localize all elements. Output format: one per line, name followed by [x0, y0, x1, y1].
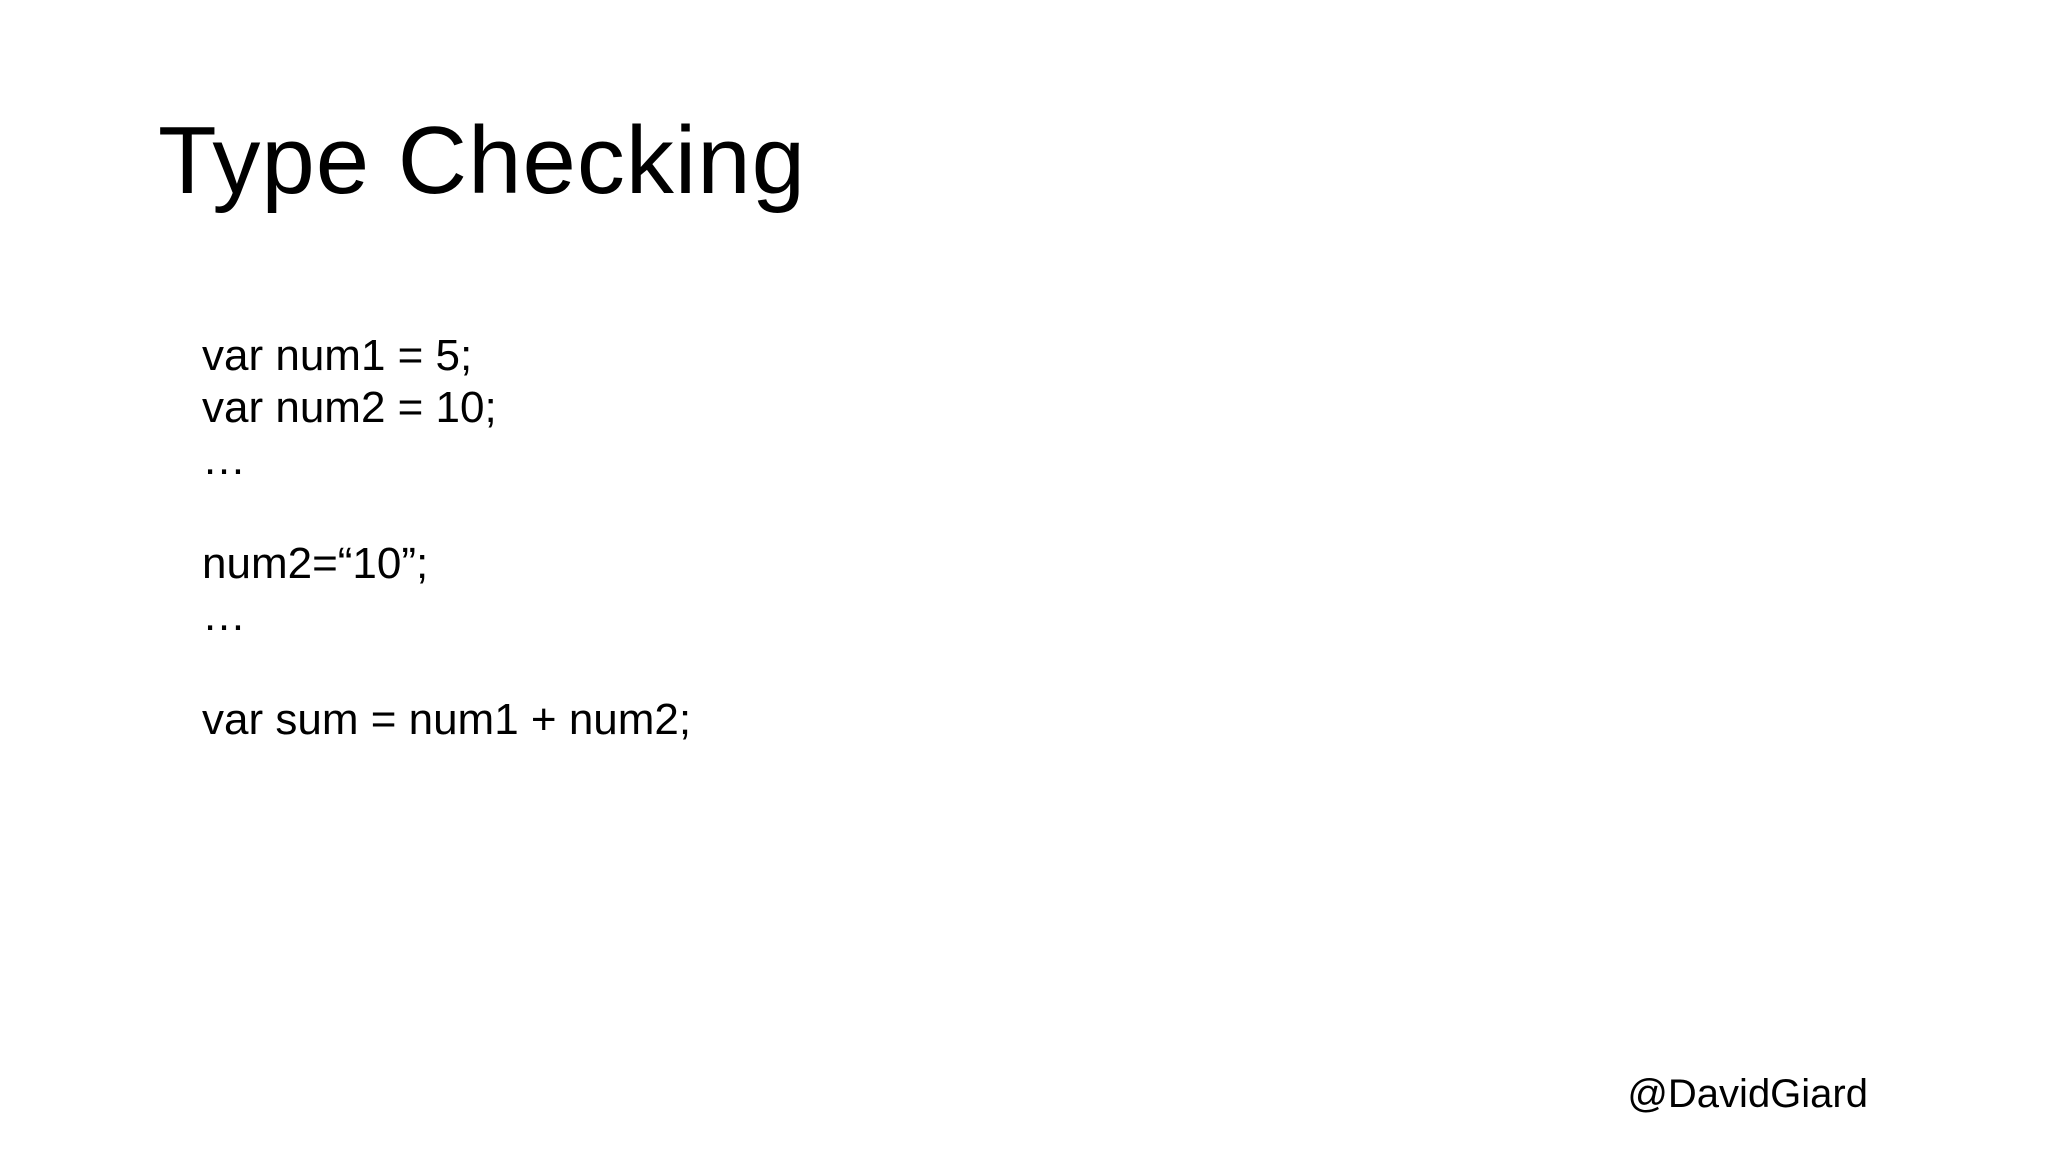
- slide-title: Type Checking: [158, 107, 807, 214]
- code-line: var sum = num1 + num2;: [202, 695, 692, 744]
- code-block: [202, 330, 691, 746]
- code-line-blank: [202, 642, 691, 694]
- code-line: …: [202, 435, 246, 484]
- code-line: var num1 = 5;: [202, 331, 473, 380]
- author-handle: @DavidGiard: [1627, 1072, 1868, 1116]
- code-line: num2=“10”;: [202, 539, 429, 588]
- code-line: …: [202, 591, 246, 640]
- code-line: var num2 = 10;: [202, 383, 497, 432]
- code-line-blank: [202, 486, 691, 538]
